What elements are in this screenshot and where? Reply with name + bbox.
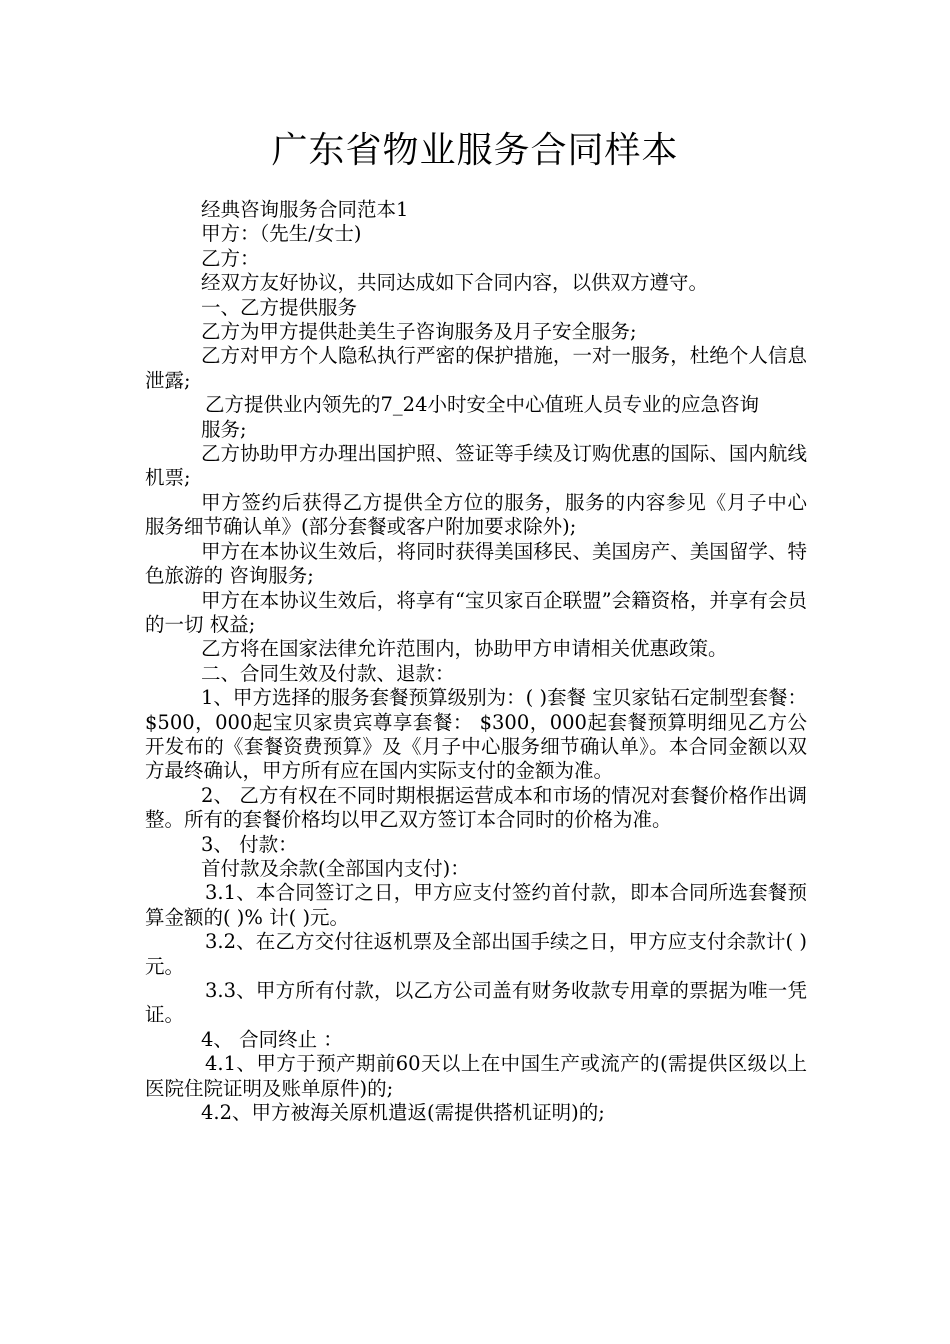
paragraph: 3、 付款： <box>201 832 298 856</box>
paragraph: 乙方为甲方提供赴美生子咨询服务及月子安全服务; <box>201 320 637 344</box>
paragraph: 乙方协助甲方办理出国护照、签证等手续及订购优惠的国际、国内航线机票; <box>145 442 807 490</box>
paragraph: 3.1、本合同签订之日，甲方应支付签约首付款，即本合同所选套餐预算金额的( )% 计( )元。 <box>145 881 807 929</box>
paragraph: 经双方友好协议，共同达成如下合同内容，以供双方遵守。 <box>201 271 709 295</box>
paragraph: 4、 合同终止 ： <box>201 1027 343 1051</box>
document-title: 广东省物业服务合同样本 <box>271 130 679 171</box>
paragraph: 乙方提供业内领先的7_24小时安全中心值班人员专业的应急咨询 <box>205 393 759 417</box>
paragraph: 首付款及余款(全部国内支付)： <box>201 856 470 880</box>
paragraph: 乙方将在国家法律允许范围内，协助甲方申请相关优惠政策。 <box>201 637 728 661</box>
paragraph: 服务; <box>201 417 247 441</box>
section-heading: 二、合同生效及付款、退款： <box>201 661 455 685</box>
document-body <box>145 198 807 1125</box>
paragraph: 经典咨询服务合同范本1 <box>201 198 409 221</box>
paragraph: 甲方签约后获得乙方提供全方位的服务，服务的内容参见《月子中心 服务细节确认单》(部分套餐或客户附加要求除外); <box>145 490 807 539</box>
paragraph: 4.1、甲方于预产期前60天以上在中国生产或流产的(需提供区级以上医院住院证明及账单原件)的; <box>145 1052 807 1100</box>
paragraph: 3.2、在乙方交付往返机票及全部出国手续之日，甲方应支付余款计( )元。 <box>145 930 807 978</box>
section-heading: 一、乙方提供服务 <box>201 295 358 319</box>
paragraph: 甲方在本协议生效后，将享有“宝贝家百企联盟”会籍资格，并享有会员的一切 权益; <box>145 588 807 636</box>
paragraph: 1、甲方选择的服务套餐预算级别为：( )套餐 宝贝家钻石定制型套餐： $500，000起宝贝家贵宾尊享套餐： $300，000起套餐预算明细见乙方公开发布的《套餐资费预算》及《月子中心服务细节确认单》。本合同金额以双方最终确认，甲方所有应在国内实际支付的金额为准。 <box>145 686 807 783</box>
paragraph: 3.3、甲方所有付款，以乙方公司盖有财务收款专用章的票据为唯一凭证。 <box>145 979 807 1027</box>
paragraph: 乙方对甲方个人隐私执行严密的保护措施，一对一服务，杜绝个人信息泄露; <box>145 344 807 392</box>
paragraph: 乙方： <box>201 246 260 270</box>
paragraph: 甲方在本协议生效后，将同时获得美国移民、美国房产、美国留学、特色旅游的 咨询服务; <box>145 539 807 588</box>
paragraph: 2、 乙方有权在不同时期根据运营成本和市场的情况对套餐价格作出调整。所有的套餐价格均以甲乙双方签订本合同时的价格为准。 <box>145 783 807 832</box>
paragraph: 甲方：（先生/女士) <box>201 222 362 246</box>
paragraph: 4.2、甲方被海关原机遣返(需提供搭机证明)的; <box>201 1101 605 1125</box>
